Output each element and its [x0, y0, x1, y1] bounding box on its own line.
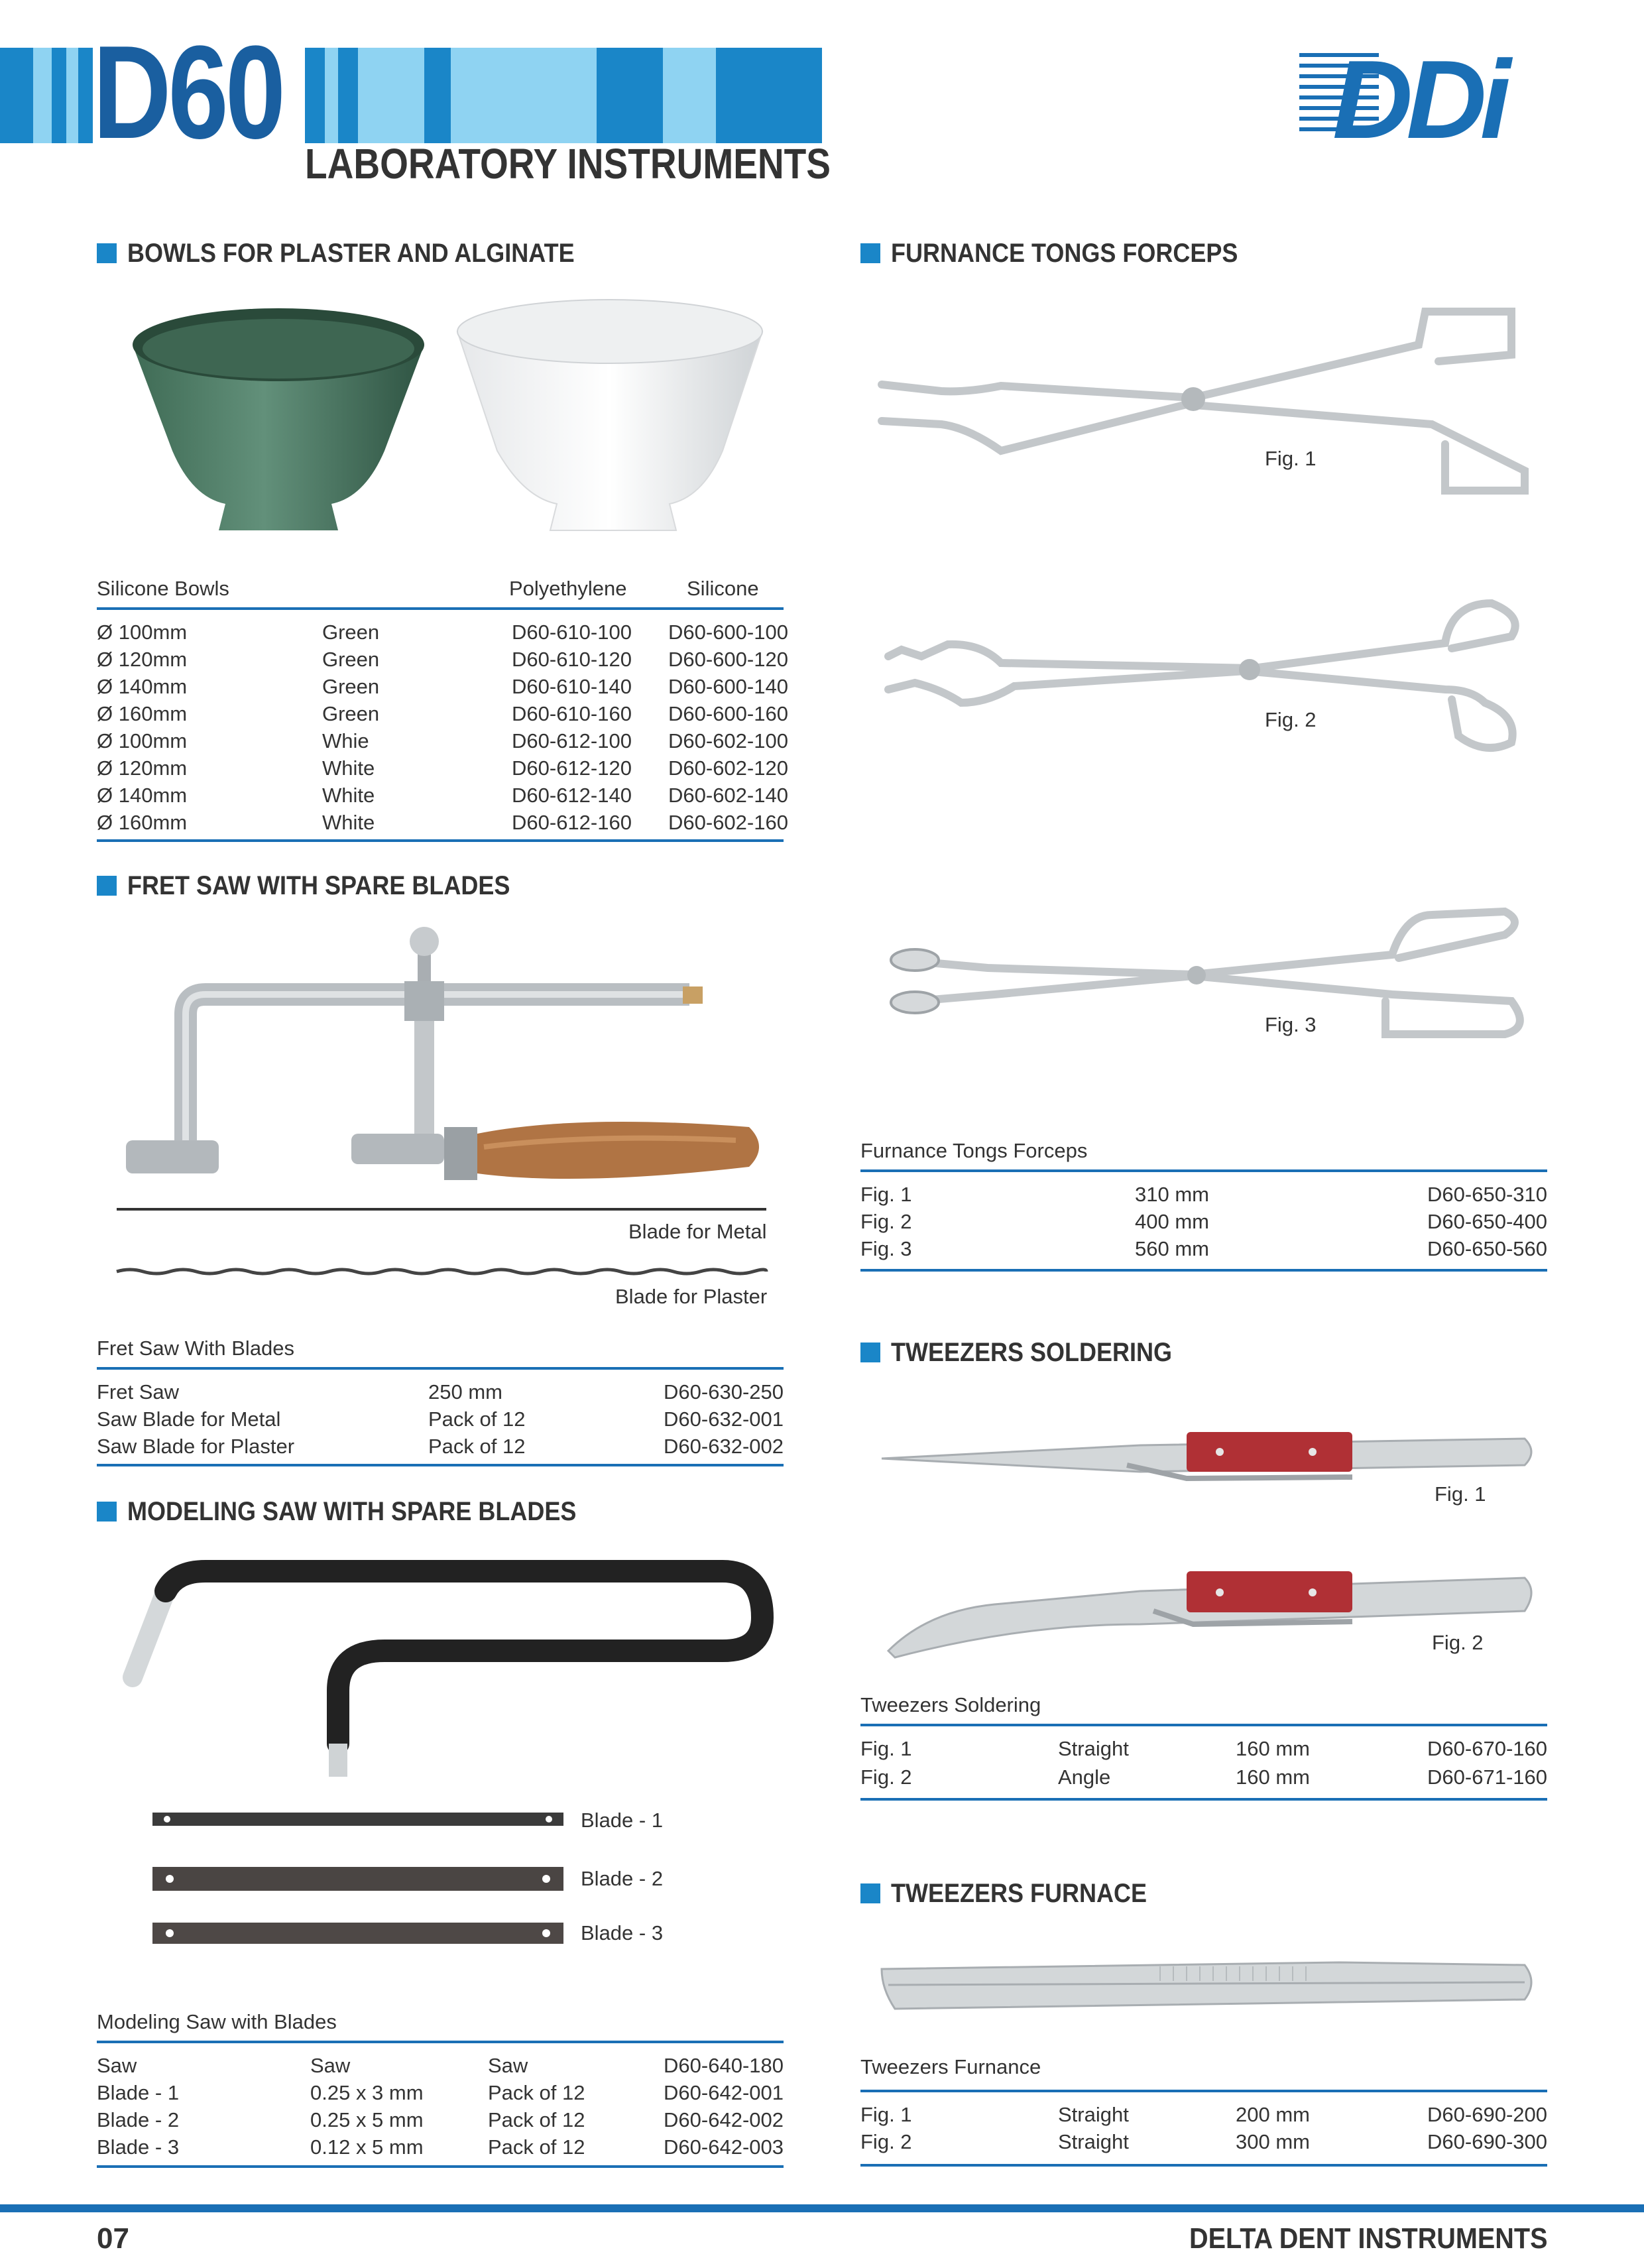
banner-stripe [716, 48, 822, 143]
table-cell: 200 mm [1236, 2103, 1310, 2126]
table-cell: 0.25 x 3 mm [310, 2081, 424, 2104]
table-cell: Ø 120mm [97, 648, 188, 671]
table-cell: D60-610-120 [512, 648, 632, 671]
table-cell: D60-612-100 [512, 729, 632, 752]
table-rule [860, 1724, 1547, 1726]
table-cell: 0.12 x 5 mm [310, 2135, 424, 2159]
table-row [860, 1765, 1547, 1793]
green-bowl-image [119, 305, 438, 544]
tongs-fig-3-image [875, 895, 1538, 1054]
section-marker [860, 1343, 880, 1362]
blade-plaster-image [117, 1265, 766, 1278]
section-title-tweezers-soldering [860, 1337, 1203, 1368]
furnace-tweezers-image [875, 1949, 1538, 2022]
table-cell: Saw [310, 2054, 351, 2077]
table-rule [860, 1269, 1547, 1272]
table-cell: D60-612-160 [512, 811, 632, 834]
page-title: LABORATORY INSTRUMENTS [305, 140, 831, 188]
table-caption: Modeling Saw with Blades [97, 2010, 337, 2033]
table-cell: Fig. 1 [860, 1183, 912, 1206]
table-cell: 310 mm [1135, 1183, 1209, 1206]
tongs-fig-1-image [875, 298, 1538, 504]
table-row [97, 1380, 784, 1407]
table-cell: 250 mm [428, 1380, 502, 1403]
table-row [97, 1407, 784, 1435]
section-title-tweezers-furnace [860, 1878, 1175, 1909]
table-cell: D60-642-002 [664, 2108, 784, 2131]
table-row [97, 675, 788, 702]
table-rule [97, 607, 784, 610]
table-cell: Angle [1058, 1765, 1111, 1789]
table-rule [860, 2090, 1547, 2092]
table-cell: Fig. 1 [860, 1737, 912, 1760]
table-row [97, 729, 788, 756]
section-title-text: BOWLS FOR PLASTER AND ALGINATE [127, 239, 575, 268]
table-cell: Green [322, 675, 380, 698]
banner-stripe [52, 48, 66, 143]
table-cell: Ø 100mm [97, 621, 188, 644]
table-row [860, 1237, 1547, 1264]
table-cell: White [322, 756, 375, 780]
blade-plaster-label: Blade for Plaster [615, 1285, 768, 1308]
section-marker [97, 1502, 117, 1522]
table-rule [860, 1169, 1547, 1172]
blade-1-label: Blade - 1 [581, 1809, 664, 1832]
tweezers-furnace-table [860, 2055, 1547, 2168]
table-cell: D60-612-120 [512, 756, 632, 780]
column-header-polyethylene: Polyethylene [509, 577, 627, 600]
table-row [97, 756, 788, 784]
tongs-table [860, 1139, 1547, 1274]
table-row [97, 2108, 784, 2135]
section-marker [860, 243, 880, 263]
banner-stripe [663, 48, 716, 143]
table-cell: Green [322, 621, 380, 644]
table-cell: D60-690-300 [1427, 2130, 1547, 2153]
table-cell: D60-612-140 [512, 784, 632, 807]
table-cell: D60-602-160 [668, 811, 788, 834]
table-cell: 400 mm [1135, 1210, 1209, 1233]
section-title-text: FURNANCE TONGS FORCEPS [891, 239, 1238, 268]
tongs-fig-2-label: Fig. 2 [1265, 708, 1317, 731]
fretsaw-table [97, 1337, 784, 1469]
table-row [97, 811, 788, 838]
table-cell: Pack of 12 [488, 2108, 585, 2131]
table-cell: White [322, 784, 375, 807]
table-cell: Fig. 2 [860, 2130, 912, 2153]
ddi-logo [1299, 37, 1551, 162]
table-cell: 160 mm [1236, 1737, 1310, 1760]
bowls-table [97, 577, 788, 842]
section-title-text: FRET SAW WITH SPARE BLADES [127, 871, 510, 900]
footer-rule [0, 2204, 1644, 2212]
blade-2-label: Blade - 2 [581, 1867, 664, 1890]
table-cell: Green [322, 702, 380, 725]
table-caption: Tweezers Furnance [860, 2055, 1041, 2078]
table-cell: 300 mm [1236, 2130, 1310, 2153]
table-row [860, 2130, 1547, 2157]
table-cell: D60-632-002 [664, 1435, 784, 1458]
table-cell: Pack of 12 [488, 2135, 585, 2159]
table-cell: D60-610-140 [512, 675, 632, 698]
table-cell: Ø 140mm [97, 784, 188, 807]
table-cell: Fig. 1 [860, 2103, 912, 2126]
banner-stripe [451, 48, 597, 143]
banner-stripe [305, 48, 325, 143]
table-cell: Ø 100mm [97, 729, 188, 752]
table-cell: Ø 160mm [97, 702, 188, 725]
table-rule [860, 1798, 1547, 1801]
white-bowl-image [451, 305, 769, 544]
table-cell: D60-630-250 [664, 1380, 784, 1403]
catalog-code: D60 [93, 19, 283, 166]
banner-stripe [325, 48, 338, 143]
table-caption: Fret Saw With Blades [97, 1337, 295, 1360]
section-marker [97, 876, 117, 896]
table-caption: Furnance Tongs Forceps [860, 1139, 1088, 1162]
table-cell: Saw [97, 2054, 137, 2077]
table-cell: 0.25 x 5 mm [310, 2108, 424, 2131]
table-cell: D60-642-003 [664, 2135, 784, 2159]
table-row [860, 1737, 1547, 1764]
table-cell: D60-650-400 [1427, 1210, 1547, 1233]
tongs-fig-3-label: Fig. 3 [1265, 1013, 1317, 1036]
table-cell: Ø 120mm [97, 756, 188, 780]
section-title-fretsaw [97, 870, 552, 902]
table-cell: Ø 140mm [97, 675, 188, 698]
table-row [97, 1435, 784, 1462]
section-marker [97, 243, 117, 263]
banner-stripe [78, 48, 93, 143]
table-row [97, 2081, 784, 2108]
blade-metal-image [117, 1204, 766, 1217]
banner-stripe [597, 48, 663, 143]
table-rule [97, 1367, 784, 1370]
table-cell: D60-602-120 [668, 756, 788, 780]
table-cell: Blade - 2 [97, 2108, 180, 2131]
table-row [97, 621, 788, 648]
table-cell: Saw Blade for Metal [97, 1407, 281, 1431]
modsaw-table [97, 2010, 784, 2169]
table-cell: D60-640-180 [664, 2054, 784, 2077]
tweezers-soldering-table [860, 1693, 1547, 1803]
table-cell: D60-600-140 [668, 675, 788, 698]
soldering-tweezers-fig-1-label: Fig. 1 [1435, 1482, 1486, 1506]
banner-stripe [0, 48, 33, 143]
blade-3-label: Blade - 3 [581, 1921, 664, 1944]
section-title-modsaw [97, 1496, 626, 1527]
section-title-text: MODELING SAW WITH SPARE BLADES [127, 1497, 577, 1526]
page-number: 07 [97, 2222, 129, 2255]
table-cell: Saw [488, 2054, 528, 2077]
table-rule [97, 2165, 784, 2168]
table-cell: Whie [322, 729, 369, 752]
table-rule [97, 839, 784, 842]
table-row [860, 1183, 1547, 1210]
table-cell: Straight [1058, 1737, 1129, 1760]
table-cell: Saw Blade for Plaster [97, 1435, 295, 1458]
table-cell: White [322, 811, 375, 834]
table-rule [97, 1464, 784, 1466]
section-title-text: TWEEZERS SOLDERING [891, 1338, 1173, 1367]
table-cell: D60-642-001 [664, 2081, 784, 2104]
table-cell: D60-671-160 [1427, 1765, 1547, 1789]
column-header-silicone: Silicone [687, 577, 759, 600]
section-title-bowls [97, 237, 624, 269]
section-title-tongs [860, 237, 1277, 269]
table-row [97, 2135, 784, 2163]
table-cell: D60-610-160 [512, 702, 632, 725]
table-rule [97, 2041, 784, 2043]
banner-stripe [338, 48, 358, 143]
table-row [97, 784, 788, 811]
table-cell: Ø 160mm [97, 811, 188, 834]
table-cell: Straight [1058, 2130, 1129, 2153]
table-cell: 560 mm [1135, 1237, 1209, 1260]
fret-saw-image [113, 928, 776, 1193]
footer-brand: DELTA DENT INSTRUMENTS [1189, 2222, 1547, 2255]
table-caption: Tweezers Soldering [860, 1693, 1041, 1716]
table-cell: D60-610-100 [512, 621, 632, 644]
ddi-logo-mark [1299, 37, 1551, 162]
table-cell: D60-650-310 [1427, 1183, 1547, 1206]
table-cell: D60-602-140 [668, 784, 788, 807]
banner-stripe [33, 48, 52, 143]
table-row [97, 648, 788, 675]
table-cell: Pack of 12 [428, 1407, 526, 1431]
tongs-fig-1-label: Fig. 1 [1265, 447, 1317, 470]
table-cell: Fret Saw [97, 1380, 180, 1403]
table-cell: D60-632-001 [664, 1407, 784, 1431]
table-row [97, 2054, 784, 2081]
table-cell: Straight [1058, 2103, 1129, 2126]
table-cell: Green [322, 648, 380, 671]
blade-1-image [152, 1810, 563, 1828]
table-cell: Fig. 3 [860, 1237, 912, 1260]
blade-2-image [152, 1866, 563, 1892]
banner-stripe [66, 48, 78, 143]
section-title-text: TWEEZERS FURNACE [891, 1879, 1147, 1908]
table-row [97, 702, 788, 729]
table-cell: D60-600-120 [668, 648, 788, 671]
table-cell: D60-690-200 [1427, 2103, 1547, 2126]
section-marker [860, 1883, 880, 1903]
banner-stripe [424, 48, 451, 143]
table-row [860, 1210, 1547, 1237]
table-caption: Silicone Bowls [97, 577, 229, 600]
table-cell: Blade - 3 [97, 2135, 180, 2159]
logo-text: DDi [1332, 37, 1505, 162]
table-cell: Fig. 2 [860, 1765, 912, 1789]
soldering-tweezers-fig-2-label: Fig. 2 [1432, 1631, 1484, 1654]
table-cell: D60-600-100 [668, 621, 788, 644]
table-cell: D60-602-100 [668, 729, 788, 752]
table-cell: Blade - 1 [97, 2081, 180, 2104]
table-rule [860, 2164, 1547, 2167]
table-cell: D60-600-160 [668, 702, 788, 725]
blade-3-image [152, 1920, 563, 1946]
table-cell: 160 mm [1236, 1765, 1310, 1789]
tongs-fig-2-image [875, 590, 1538, 756]
table-cell: Pack of 12 [428, 1435, 526, 1458]
table-cell: D60-650-560 [1427, 1237, 1547, 1260]
blade-metal-label: Blade for Metal [628, 1220, 767, 1243]
table-cell: D60-670-160 [1427, 1737, 1547, 1760]
table-cell: Fig. 2 [860, 1210, 912, 1233]
table-cell: Pack of 12 [488, 2081, 585, 2104]
table-row [860, 2103, 1547, 2130]
banner-stripe [358, 48, 424, 143]
modeling-saw-image [113, 1545, 776, 1797]
